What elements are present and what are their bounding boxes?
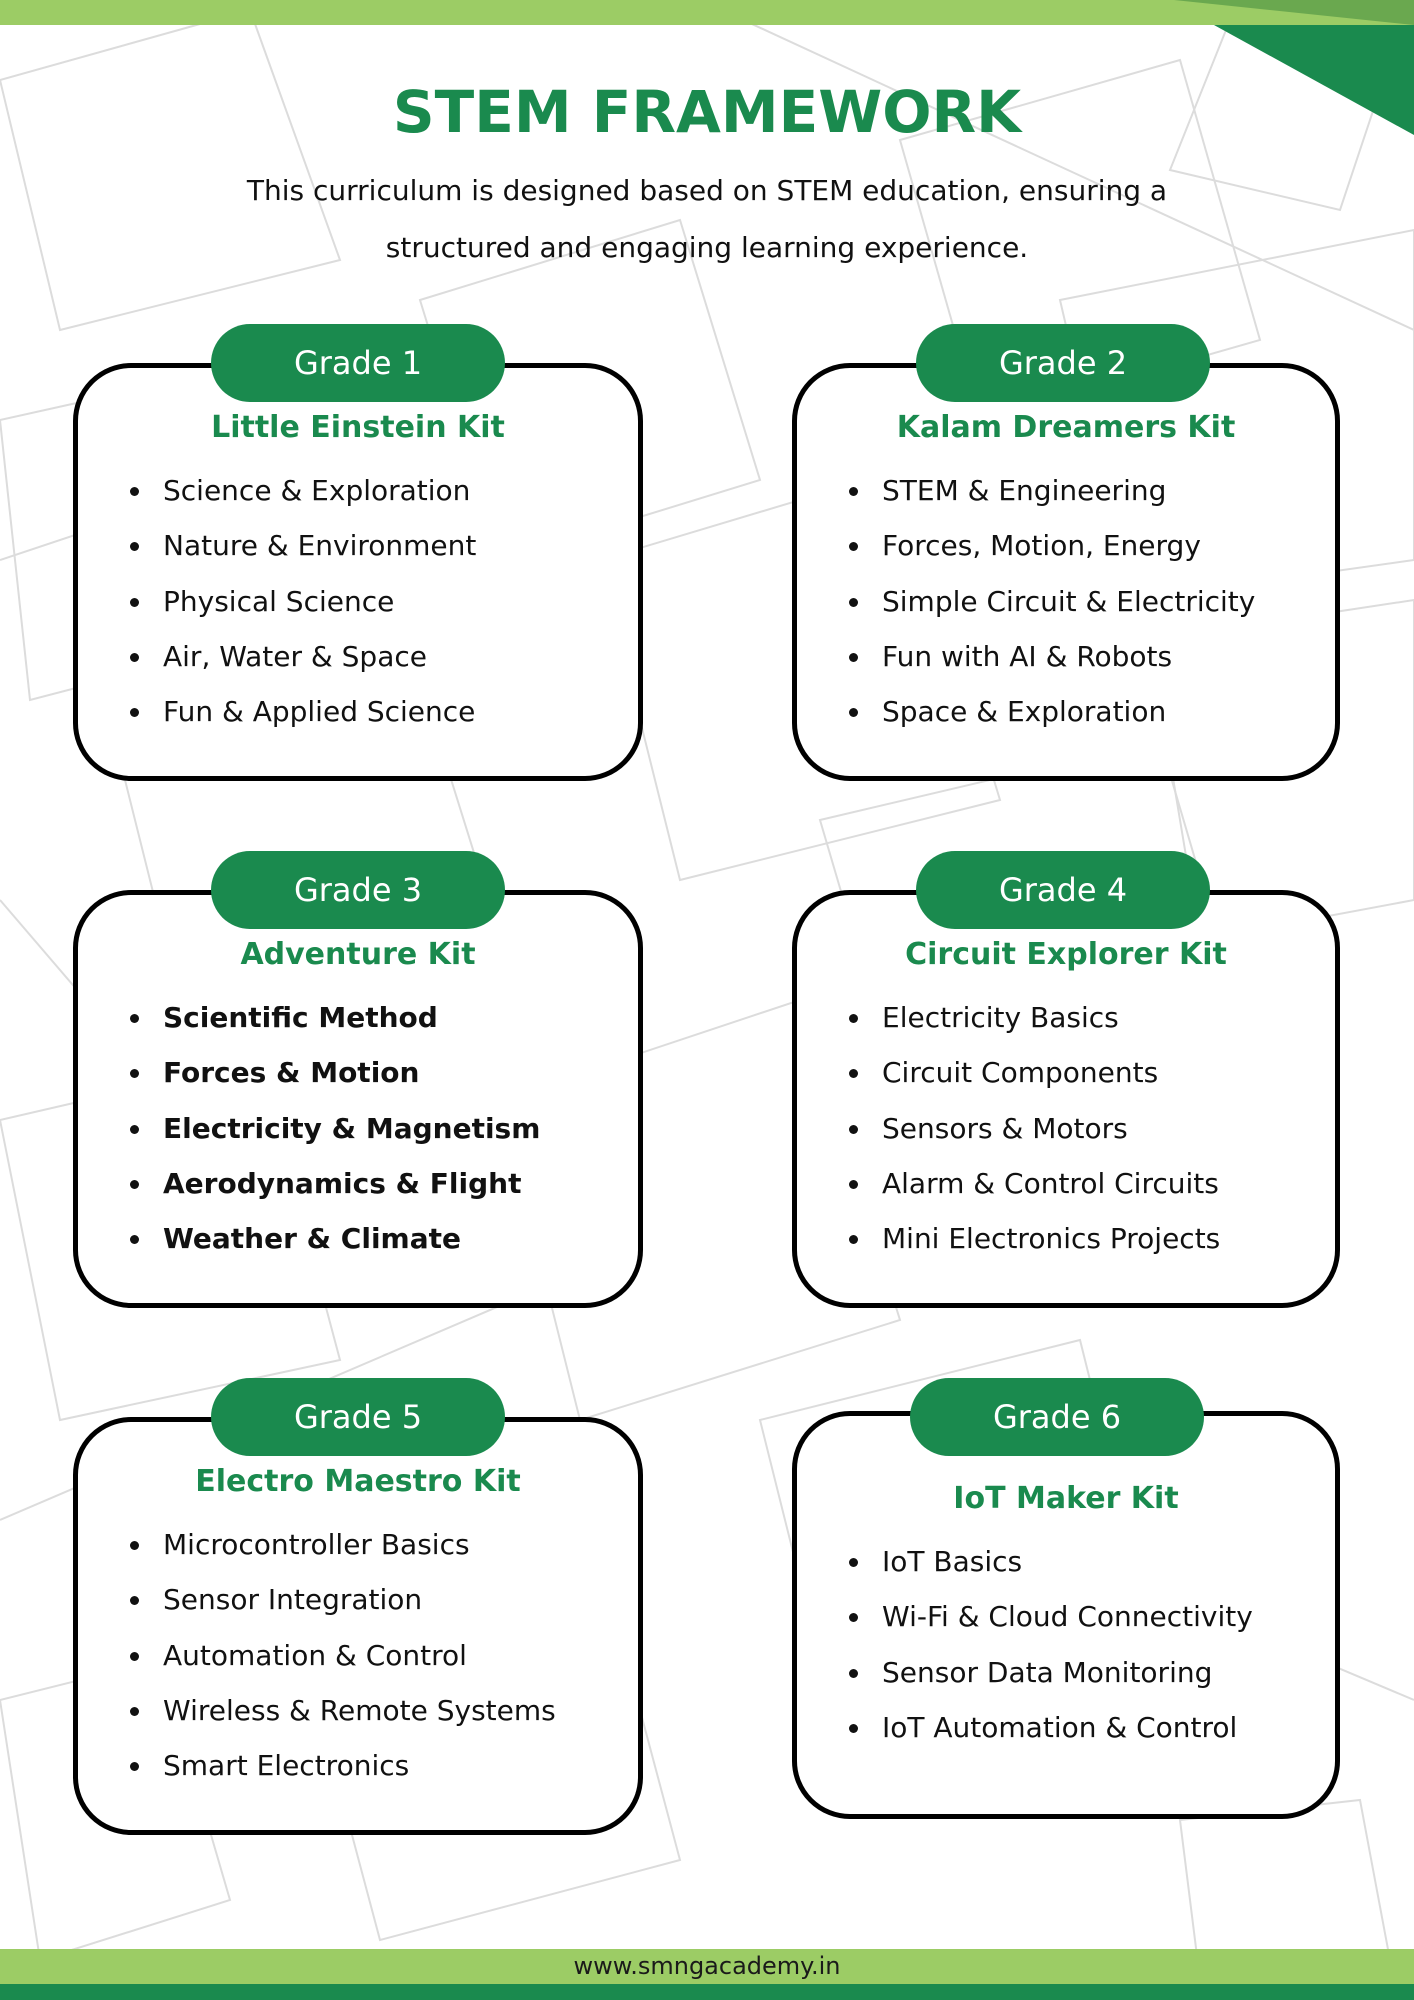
list-item: Scientific Method	[130, 990, 540, 1045]
list-item: Nature & Environment	[130, 518, 476, 573]
footer-website-link[interactable]: www.smngacademy.in	[0, 1949, 1414, 1984]
list-item: Forces, Motion, Energy	[849, 518, 1255, 573]
list-item: Fun & Applied Science	[130, 684, 476, 739]
grade-4-topic-list	[849, 990, 1220, 1266]
list-item: Physical Science	[130, 574, 476, 629]
list-item: Space & Exploration	[849, 684, 1255, 739]
list-item: Weather & Climate	[130, 1211, 540, 1266]
grade-5-badge: Grade 5	[211, 1378, 505, 1456]
list-item: Simple Circuit & Electricity	[849, 574, 1255, 629]
grade-3-badge: Grade 3	[211, 851, 505, 929]
list-item: Microcontroller Basics	[130, 1517, 556, 1572]
list-item: IoT Automation & Control	[849, 1700, 1253, 1755]
grade-2-kit-name: Kalam Dreamers Kit	[896, 410, 1236, 445]
grade-3-topic-list	[130, 990, 540, 1266]
grade-6-badge: Grade 6	[910, 1378, 1204, 1456]
footer-strip	[0, 1984, 1414, 2000]
grade-2-badge: Grade 2	[916, 324, 1210, 402]
list-item: Sensor Integration	[130, 1572, 556, 1627]
list-item: Mini Electronics Projects	[849, 1211, 1220, 1266]
grade-5-kit-name: Electro Maestro Kit	[195, 1464, 521, 1499]
grade-6-topic-list	[849, 1534, 1253, 1755]
list-item: Electricity Basics	[849, 990, 1220, 1045]
list-item: Circuit Components	[849, 1045, 1220, 1100]
grade-1-kit-name: Little Einstein Kit	[211, 410, 505, 445]
list-item: IoT Basics	[849, 1534, 1253, 1589]
list-item: Aerodynamics & Flight	[130, 1156, 540, 1211]
list-item: Alarm & Control Circuits	[849, 1156, 1220, 1211]
grade-3-kit-name: Adventure Kit	[240, 937, 476, 972]
list-item: Fun with AI & Robots	[849, 629, 1255, 684]
grade-4-badge: Grade 4	[916, 851, 1210, 929]
page-title: STEM FRAMEWORK	[392, 78, 1022, 146]
grade-5-topic-list	[130, 1517, 556, 1793]
list-item: Automation & Control	[130, 1628, 556, 1683]
list-item: Smart Electronics	[130, 1738, 556, 1793]
list-item: Electricity & Magnetism	[130, 1101, 540, 1156]
list-item: Air, Water & Space	[130, 629, 476, 684]
list-item: Wireless & Remote Systems	[130, 1683, 556, 1738]
list-item: Sensors & Motors	[849, 1101, 1220, 1156]
grade-1-topic-list	[130, 463, 476, 739]
list-item: Sensor Data Monitoring	[849, 1645, 1253, 1700]
grade-2-topic-list	[849, 463, 1255, 739]
page-subtitle: This curriculum is designed based on STEM education, ensuring a structured and engaging learning experience.	[246, 174, 1168, 264]
list-item: Forces & Motion	[130, 1045, 540, 1100]
grade-1-badge: Grade 1	[211, 324, 505, 402]
list-item: Wi-Fi & Cloud Connectivity	[849, 1589, 1253, 1644]
grade-6-kit-name: IoT Maker Kit	[953, 1481, 1179, 1516]
list-item: STEM & Engineering	[849, 463, 1255, 518]
grade-4-kit-name: Circuit Explorer Kit	[905, 937, 1227, 972]
list-item: Science & Exploration	[130, 463, 476, 518]
